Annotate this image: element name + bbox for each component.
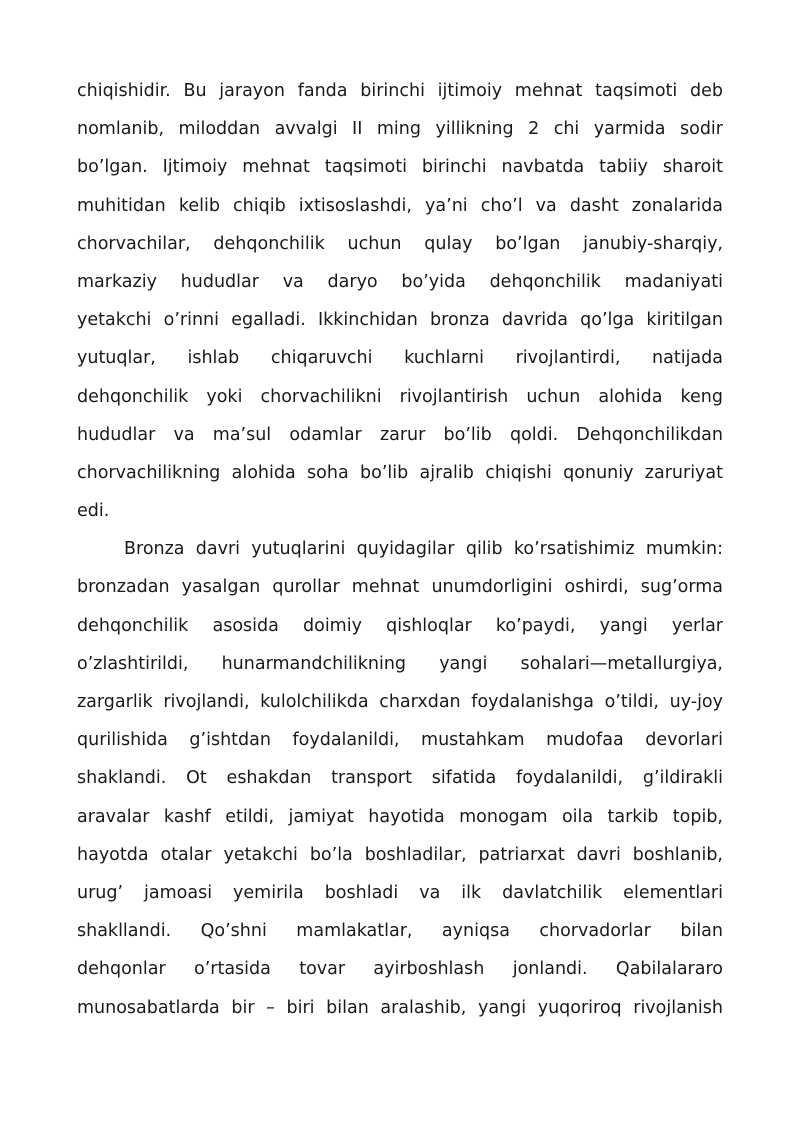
text-line: yutuqlar, ishlab chiqaruvchi kuchlarni rivojlantirdi, natijada: [77, 348, 723, 369]
text-line: o’zlashtirildi, hunarmandchilikning yangi sohalari—metallurgiya,: [77, 653, 723, 674]
text-line: urug’ jamoasi yemirila boshladi va ilk davlatchilik elementlari: [77, 882, 723, 903]
text-line: munosabatlarda bir – biri bilan aralashib, yangi yuqoriroq rivojlanish: [77, 997, 723, 1018]
text-line: shaklandi. Ot eshakdan transport sifatida foydalanildi, g’ildirakli: [77, 768, 723, 789]
text-line: aravalar kashf etildi, jamiyat hayotida monogam oila tarkib topib,: [77, 806, 723, 827]
text-line: hududlar va ma’sul odamlar zarur bo’lib qoldi. Dehqonchilikdan: [77, 424, 723, 445]
text-line: shakllandi. Qo’shni mamlakatlar, ayniqsa chorvadorlar bilan: [77, 921, 723, 942]
text-line: chiqishidir. Bu jarayon fanda birinchi ijtimoiy mehnat taqsimoti deb: [77, 81, 723, 101]
text-line: muhitidan kelib chiqib ixtisoslashdi, ya’ni cho’l va dasht zonalarida: [77, 195, 723, 216]
text-line: Bronza davri yutuqlarini quyidagilar qilib ko’rsatishimiz mumkin:: [124, 539, 723, 560]
text-line: chorvachilar, dehqonchilik uchun qulay bo’lgan janubiy-sharqiy,: [77, 233, 723, 254]
text-line: bronzadan yasalgan qurollar mehnat unumdorligini oshirdi, sug’orma: [77, 577, 723, 598]
text-line: dehqonchilik yoki chorvachilikni rivojlantirish uchun alohida keng: [77, 386, 723, 407]
text-line: markaziy hududlar va daryo bo’yida dehqonchilik madaniyati: [77, 271, 723, 292]
paragraph-1: [77, 72, 723, 530]
text-line: dehqonlar o’rtasida tovar ayirboshlash jonlandi. Qabilalararo: [77, 959, 723, 980]
paragraph-2: [77, 530, 723, 1026]
document-body: [77, 72, 723, 1027]
text-line: zargarlik rivojlandi, kulolchilikda charxdan foydalanishga o’tildi, uy-joy: [77, 692, 723, 712]
text-line: nomlanib, miloddan avvalgi II ming yillikning 2 chi yarmida sodir: [77, 119, 723, 140]
text-line: dehqonchilik asosida doimiy qishloqlar ko’paydi, yangi yerlar: [77, 615, 723, 636]
text-line: hayotda otalar yetakchi bo’la boshladilar, patriarxat davri boshlanib,: [77, 844, 723, 865]
text-line: yetakchi o’rinni egalladi. Ikkinchidan bronza davrida qo’lga kiritilgan: [77, 310, 723, 331]
text-line: qurilishida g’ishtdan foydalanildi, mustahkam mudofaa devorlari: [77, 730, 723, 751]
text-line: chorvachilikning alohida soha bo’lib ajralib chiqishi qonuniy zaruriyat: [77, 462, 723, 483]
text-line: edi.: [77, 501, 110, 522]
text-line: bo’lgan. Ijtimoiy mehnat taqsimoti birinchi navbatda tabiiy sharoit: [77, 157, 723, 178]
